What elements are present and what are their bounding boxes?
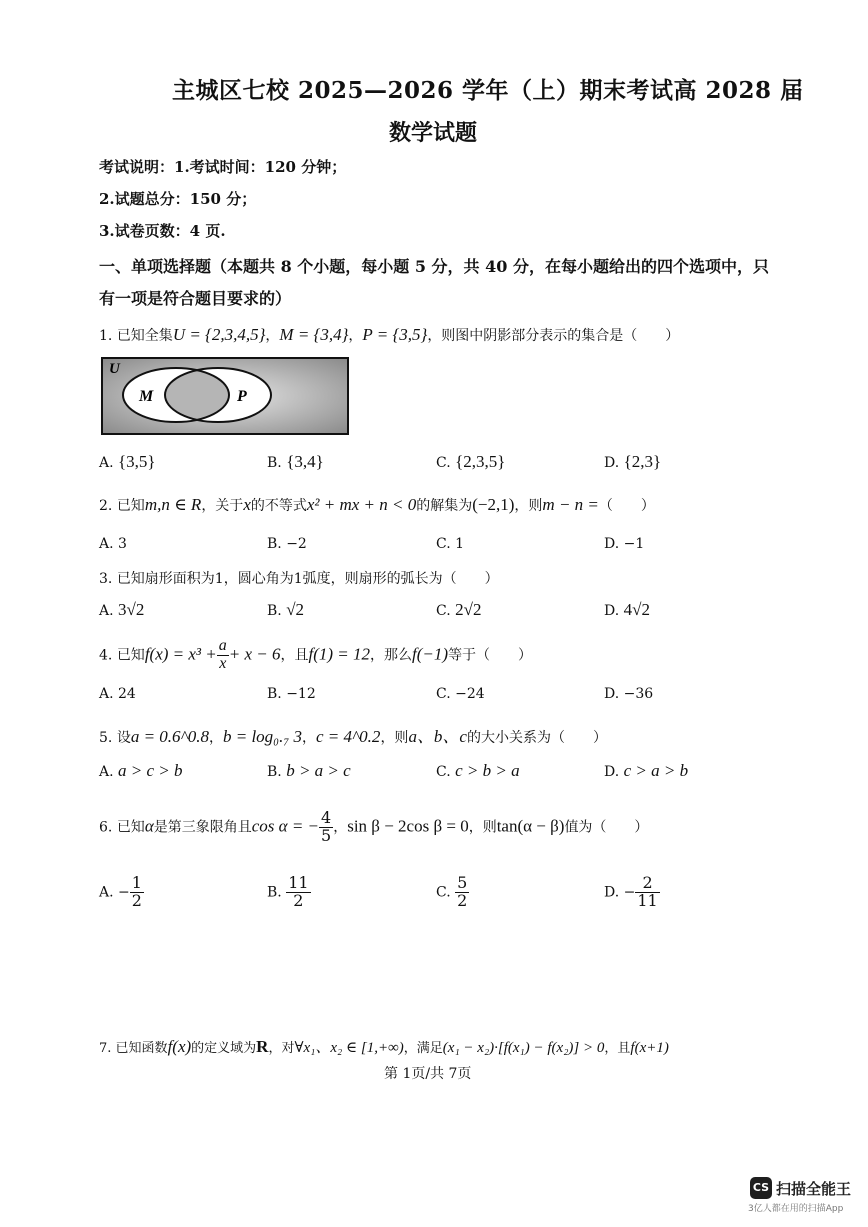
q4-option-b: B. −12 <box>267 686 316 702</box>
q3-option-d: D. 4√2 <box>604 600 650 619</box>
question-3: 3. 已知扇形面积为1，圆心角为1弧度，则扇形的弧长为（ ） <box>99 571 499 587</box>
q4-option-d: D. −36 <box>604 686 654 702</box>
q5-option-d: D. c > a > b <box>604 761 689 780</box>
q3-option-c: C. 2√2 <box>436 600 482 619</box>
section-heading-cont: 有一项是符合题目要求的） <box>99 289 292 308</box>
scanner-slogan: 3亿人都在用的扫描App <box>748 1204 844 1214</box>
scanner-brand: 扫描全能王 <box>776 1179 852 1198</box>
q6-option-a: A. − $\frac{1}{2}$ <box>99 873 142 910</box>
exam-note-time: 考试说明：1.考试时间：120 分钟； <box>99 158 347 176</box>
q5-option-b: B. b > a > c <box>267 761 351 780</box>
q1-option-c: C. {2,3,5} <box>436 452 506 471</box>
q1-option-d: D. {2,3} <box>604 452 662 471</box>
venn-label-p: P <box>237 388 247 405</box>
fraction: $\frac{4}{5}$ <box>321 808 332 845</box>
question-number: 3. <box>99 571 113 587</box>
q5-option-c: C. c > b > a <box>436 761 520 780</box>
math-expr: P = {3,5} <box>362 325 428 344</box>
math-expr: U = {2,3,4,5} <box>172 325 266 344</box>
venn-diagram <box>101 357 349 435</box>
math-expr: M = {3,4} <box>279 325 349 344</box>
q1-option-b: B. {3,4} <box>267 452 324 471</box>
question-number: 4. <box>99 647 113 664</box>
q3-option-a: A. 3√2 <box>99 600 145 619</box>
scanner-watermark <box>748 1177 852 1214</box>
question-4: 4. 已知f(x) = x³ + $\frac{a}{x}$ + x − 6，且f(1) = 12，那么f(−1)等于（ ） <box>99 637 533 672</box>
q1-option-a: A. {3,5} <box>99 452 156 471</box>
question-2: 2. 已知m,n ∈ R，关于x的不等式x² + mx + n < 0的解集为(−2,1)，则m − n =（ ） <box>99 495 655 514</box>
q5-option-a: A. a > c > b <box>99 761 183 780</box>
question-5: 5. 设a = 0.6^0.8，b = log₀.₇ 3，c = 4^0.2，则a、b、c的大小关系为（ ） <box>99 727 607 746</box>
page-footer: 第 1页/共 7页 <box>384 1066 472 1082</box>
q2-option-a: A. 3 <box>99 536 127 552</box>
camscanner-logo-icon: CS <box>750 1177 772 1199</box>
venn-label-m: M <box>139 388 154 405</box>
q2-option-c: C. 1 <box>436 536 465 552</box>
question-number: 7. <box>99 1041 112 1056</box>
question-7: 7. 已知函数f(x)的定义域为R，对∀x₁、x₂ ∈ [1,+∞)，满足(x₁ − x₂)·[f(x₁) − f(x₂)] > 0，且f(x+1) <box>99 1037 669 1056</box>
q6-option-b: B. $\frac{11}{2}$ <box>267 873 309 910</box>
question-number: 5. <box>99 730 113 746</box>
question-number: 1. <box>99 328 113 344</box>
exam-subtitle: 数学试题 <box>389 120 478 146</box>
exam-title: 主城区七校 2025—2026 学年（上）期末考试高 2028 届 <box>172 77 804 104</box>
q4-option-a: A. 24 <box>99 686 136 702</box>
section-heading: 一、单项选择题（本题共 8 个小题，每小题 5 分，共 40 分，在每小题给出的四个选项中，只 <box>99 257 769 276</box>
venn-label-u: U <box>109 361 120 377</box>
q3-option-b: B. √2 <box>267 600 305 619</box>
q6-option-c: C. $\frac{5}{2}$ <box>436 873 468 910</box>
q4-option-c: C. −24 <box>436 686 485 702</box>
question-1: 1. 已知全集U = {2,3,4,5}，M = {3,4}，P = {3,5}，则图中阴影部分表示的集合是（ ） <box>99 325 680 344</box>
q2-option-b: B. −2 <box>267 536 307 552</box>
q2-option-d: D. −1 <box>604 536 645 552</box>
question-number: 2. <box>99 498 113 514</box>
q6-option-d: D. − $\frac{2}{11}$ <box>604 873 658 910</box>
exam-note-score: 2.试题总分：150 分； <box>99 190 257 208</box>
fraction: $\frac{a}{x}$ <box>218 637 227 672</box>
question-number: 6. <box>99 819 113 836</box>
question-6: 6. 已知α是第三象限角且cos α = − $\frac{4}{5}$ ，sin β − 2cos β = 0，则tan(α − β)值为（ ） <box>99 808 649 845</box>
exam-note-pages: 3.试卷页数：4 页. <box>99 222 226 240</box>
